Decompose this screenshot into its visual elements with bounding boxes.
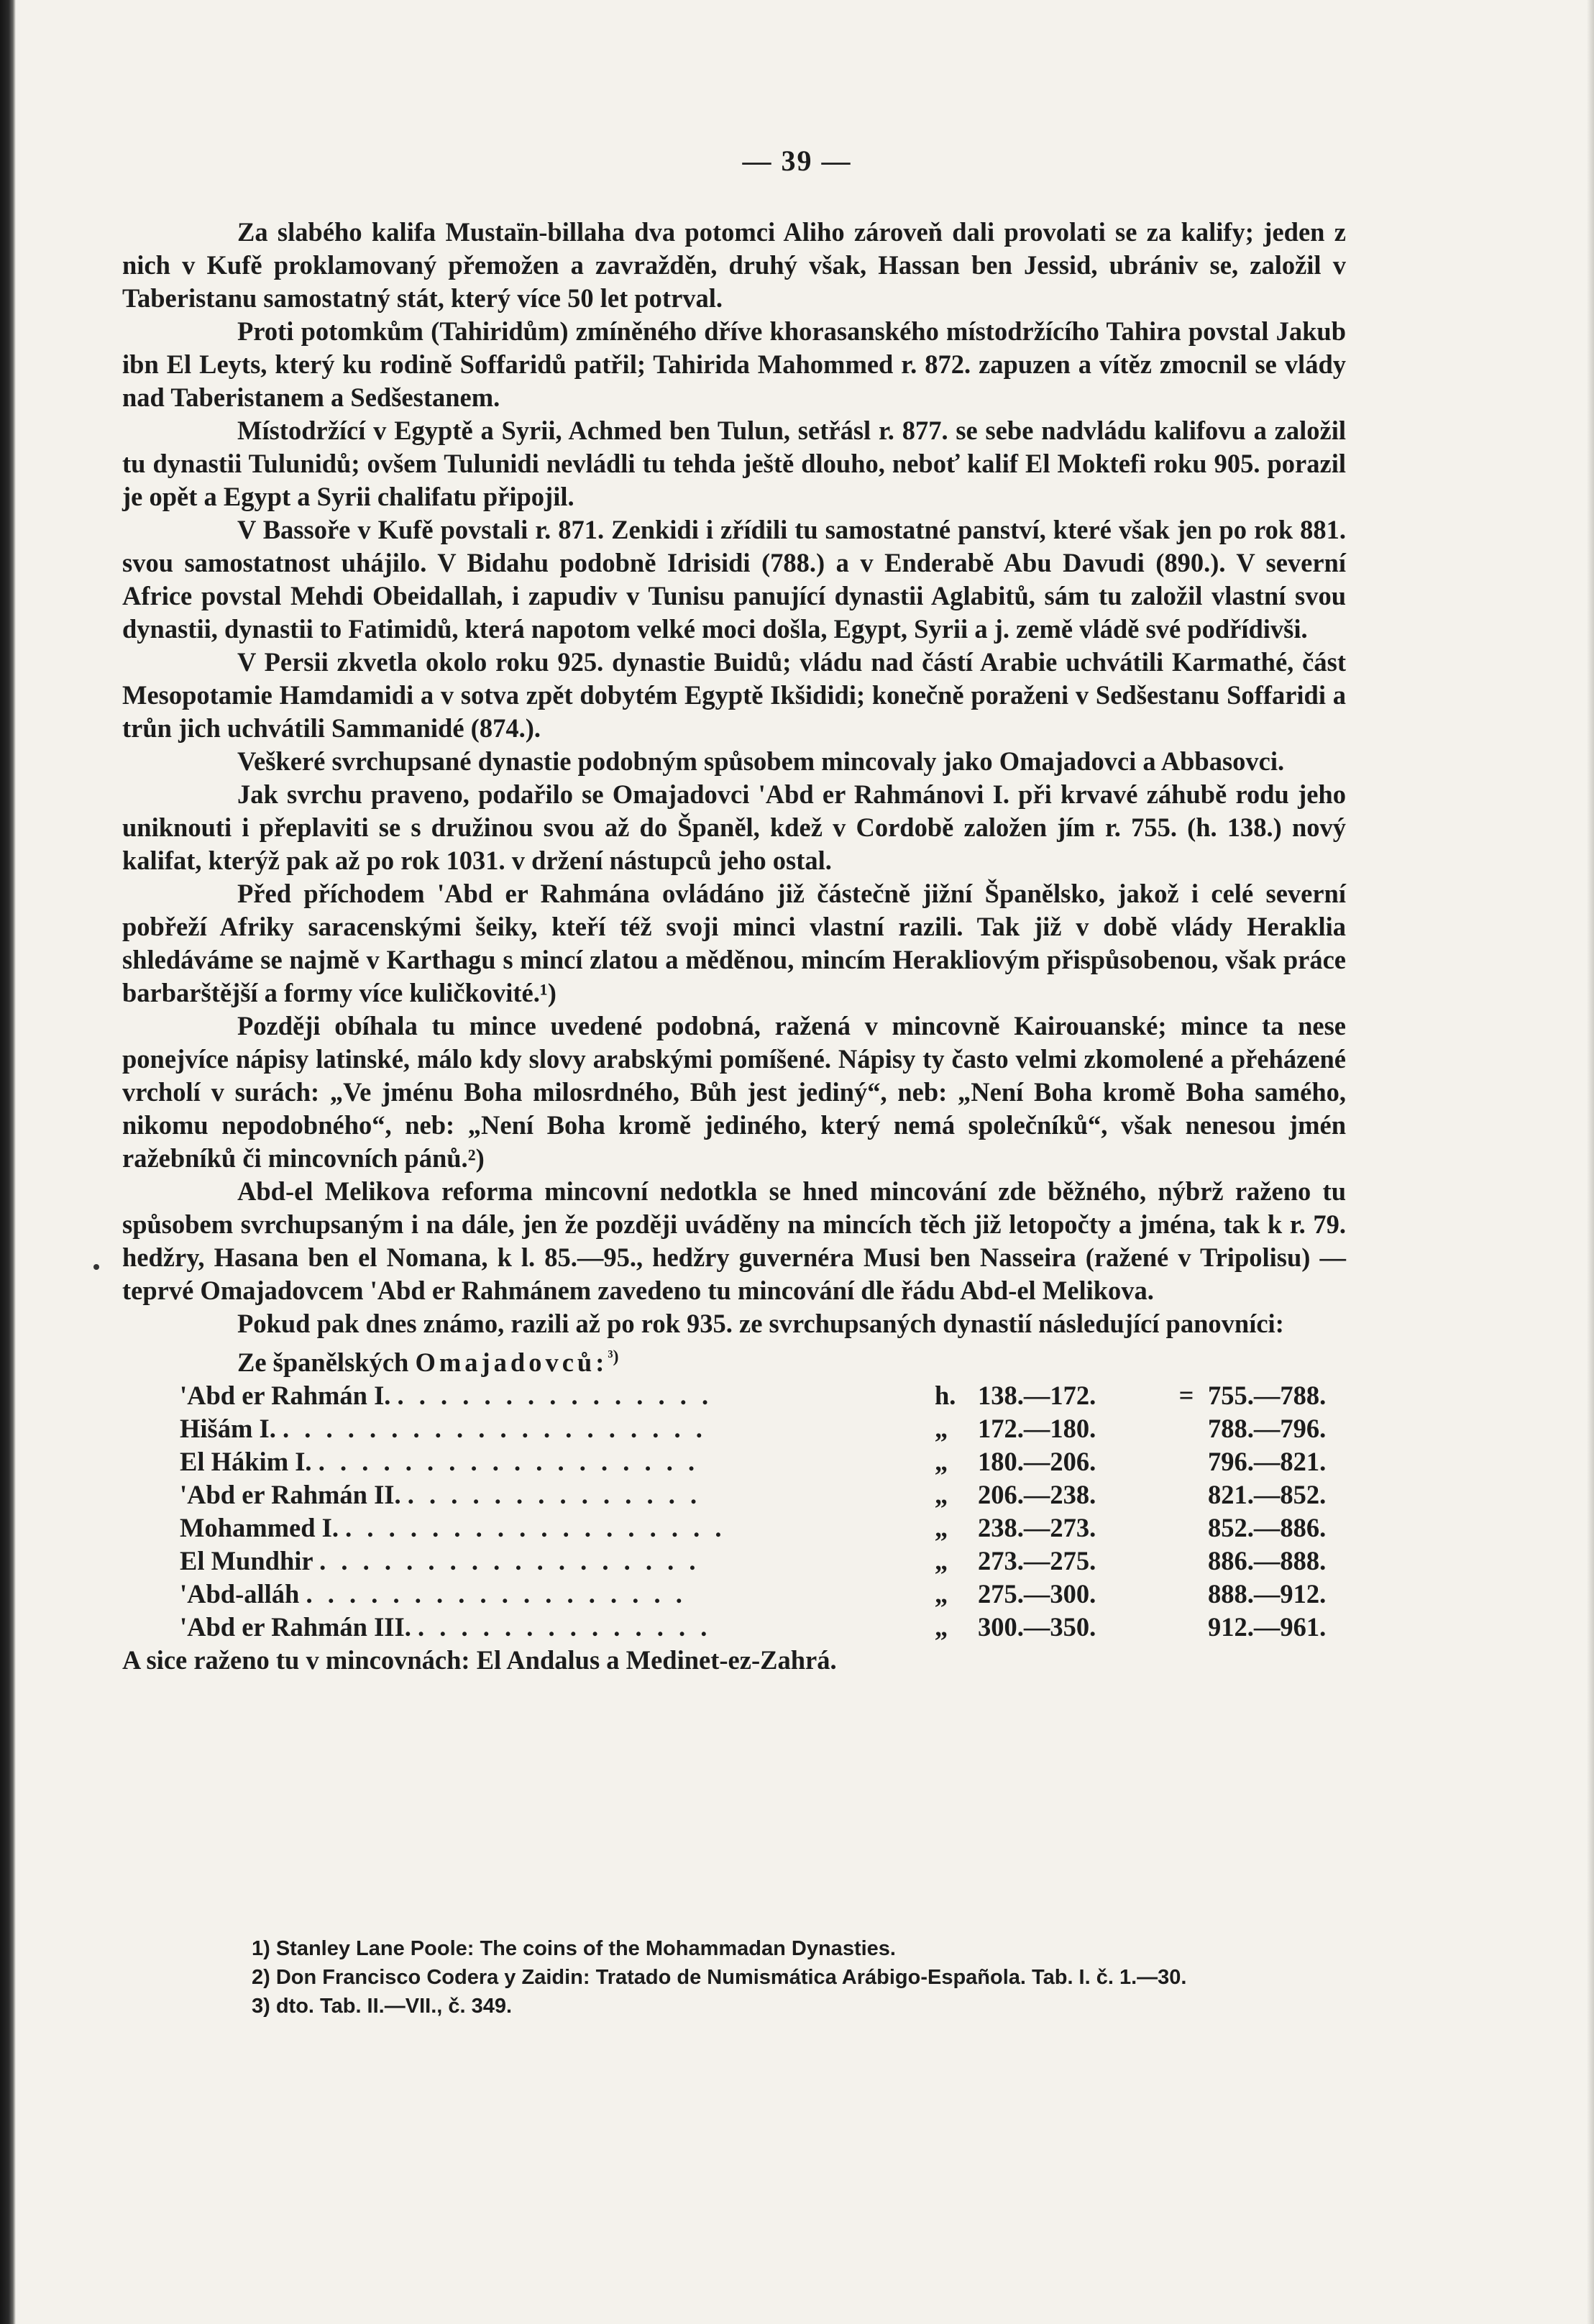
ruler-era-mark: „ <box>935 1579 948 1609</box>
paragraph-panovnici-intro: Pokud pak dnes známo, razili až po rok 935. ze svrchupsaných dynastií následující panovníci: <box>237 1309 1284 1338</box>
paragraph-tahiridi: Proti potomkům (Tahiridům) zmíněného dříve khorasanského místodržícího Tahira povstal Jakub ibn El Leyts, který ku rodině Soffaridů patřil; Tahirida Mahommed r. 872. zapuzen a vítěz zmocnil se vlády nad Taberistanem a Sedšestanem. <box>122 316 1346 412</box>
scan-right-edge <box>1587 0 1594 2324</box>
ruler-ad-years: 886.—888. <box>1208 1546 1327 1576</box>
ruler-era-mark: „ <box>935 1447 948 1477</box>
paragraph-buidi: V Persii zkvetla okolo roku 925. dynastie Buidů; vládu nad částí Arabie uchvátili Karmathé, část Mesopotamie Hamdamidi a v sotva zpět dobytém Egyptě Ikšididi; konečně poraženi v Sedšestanu Soffaridi a trůn jich uchvátili Sammanidé (874.). <box>122 647 1346 743</box>
ruler-hijri-years: 238.—273. <box>978 1513 1096 1543</box>
ruler-leader-dots: . . . . . . . . . . . . . . . <box>397 1381 713 1411</box>
ruler-equals <box>1165 1611 1208 1644</box>
heading-footnote-ref: ³) <box>608 1348 619 1366</box>
ruler-leader-dots: . . . . . . . . . . . . . . . . . . . . <box>282 1414 707 1444</box>
ruler-row <box>180 1478 1395 1511</box>
ruler-hijri-years: 172.—180. <box>978 1414 1096 1444</box>
heading-dynasty: Omajadovců: <box>415 1348 608 1378</box>
ruler-equals <box>1165 1445 1208 1478</box>
paragraph-zenkidi: V Bassoře v Kufě povstali r. 871. Zenkidi i zřídili tu samostatné panství, které však jen po rok 881. svou samostatnost uhájilo. V Bidahu podobně Idrisidi (788.) a v Enderabě Abu Davudi (890.). V severní Africe povstal Mehdi Obeidallah, i zapudiv v Tunisu panující dynastii Aglabitů, sám tu založil vlastní svou dynastii, dynastii to Fatimidů, která napotom velké moci došla, Egypt, Syrii a j. země vládě své podřídivši. <box>122 515 1346 644</box>
ruler-era-mark: „ <box>935 1513 948 1543</box>
footnote-1: 1) Stanley Lane Poole: The coins of the Mohammadan Dynasties. <box>252 1937 896 1960</box>
heading-prefix: Ze španělských <box>237 1348 409 1378</box>
ruler-hijri-years: 300.—350. <box>978 1612 1096 1642</box>
ruler-ad-years: 796.—821. <box>1208 1447 1327 1477</box>
ruler-name: Mohammed I. <box>180 1513 339 1543</box>
ruler-ad-years: 788.—796. <box>1208 1414 1327 1444</box>
closing-sentence: A sice raženo tu v mincovnách: El Andalus a Medinet-ez-Zahrá. <box>122 1645 837 1675</box>
ruler-era-mark: „ <box>935 1612 948 1642</box>
ruler-era-mark: „ <box>935 1414 948 1444</box>
page-number: — 39 — <box>742 145 852 177</box>
ruler-ad-years: 852.—886. <box>1208 1513 1327 1543</box>
ruler-row <box>180 1379 1395 1412</box>
ruler-leader-dots: . . . . . . . . . . . . . . <box>407 1480 702 1510</box>
scan-left-edge <box>0 0 16 2324</box>
ruler-ad-years: 888.—912. <box>1208 1579 1327 1609</box>
ruler-name-cell <box>180 1611 935 1644</box>
ruler-ad-years: 755.—788. <box>1208 1381 1327 1411</box>
paragraph-abd-er-rahman: Jak svrchu praveno, podařilo se Omajadovci 'Abd er Rahmánovi I. při krvavé záhubě rodu jeho uniknouti i přeplaviti se s družinou svou až do Španěl, kdež v Cordobě založen jím r. 755. (h. 138.) nový kalifat, kterýž pak až po rok 1031. v držení nástupců jeho ostal. <box>122 779 1346 875</box>
ruler-equals <box>1165 1478 1208 1511</box>
ruler-table <box>180 1379 1395 1644</box>
ruler-list-heading <box>122 1340 1346 1379</box>
ruler-row <box>180 1545 1395 1578</box>
ruler-hijri-years: 206.—238. <box>978 1480 1096 1510</box>
ruler-hijri-years: 273.—275. <box>978 1546 1096 1576</box>
ruler-row <box>180 1578 1395 1611</box>
paragraph-reforma: Abd-el Melikova reforma mincovní nedotkla se hned mincování zde běžného, nýbrž raženo tu spůsobem svrchupsaným i na dále, jen že později uváděny na mincích těch již letopočty a jména, tak k r. 79. hedžry, Hasana ben el Nomana, k l. 85.—95., hedžry guvernéra Musi ben Nasseira (ražené v Tripolisu) — teprvé Omajadovcem 'Abd er Rahmánem zavedeno tu mincování dle řádu Abd-el Melikova. <box>122 1176 1346 1305</box>
footnote-3: 3) dto. Tab. II.—VII., č. 349. <box>252 1995 513 2018</box>
ruler-name: 'Abd er Rahmán III. <box>180 1612 411 1642</box>
margin-dot <box>93 1264 99 1270</box>
ruler-equals <box>1165 1545 1208 1578</box>
ruler-hijri-years: 275.—300. <box>978 1579 1096 1609</box>
ruler-equals <box>1165 1511 1208 1545</box>
ruler-leader-dots: . . . . . . . . . . . . . . . . . . <box>318 1447 700 1477</box>
ruler-leader-dots: . . . . . . . . . . . . . . . . . . <box>345 1513 726 1543</box>
ruler-name: 'Abd er Rahmán II. <box>180 1480 401 1510</box>
ruler-name-cell <box>180 1445 935 1478</box>
ruler-name-cell <box>180 1412 935 1445</box>
ruler-name-cell <box>180 1511 935 1545</box>
ruler-era-mark: „ <box>935 1480 948 1510</box>
ruler-era-mark: „ <box>935 1546 948 1576</box>
ruler-row <box>180 1412 1395 1445</box>
footnote-2: 2) Don Francisco Codera y Zaidin: Tratado de Numismática Arábigo-Española. Tab. I. č. 1.—30. <box>252 1966 1187 1989</box>
paragraph-tulunidi: Místodržící v Egyptě a Syrii, Achmed ben Tulun, setřásl r. 877. se sebe nadvládu kalifovu a založil tu dynastii Tulunidů; ovšem Tulunidi nevládli tu tehda ještě dlouho, neboť kalif El Moktefi roku 905. porazil je opět a Egypt a Syrii chalifatu připojil. <box>122 416 1346 511</box>
footnotes <box>122 1934 1346 2021</box>
ruler-era-mark: h. <box>935 1381 956 1411</box>
ruler-leader-dots: . . . . . . . . . . . . . . . . . . <box>319 1546 700 1576</box>
ruler-name: 'Abd-alláh <box>180 1579 300 1609</box>
ruler-equals <box>1165 1578 1208 1611</box>
ruler-leader-dots: . . . . . . . . . . . . . . . . . . <box>306 1579 687 1609</box>
body-text <box>122 216 1346 1677</box>
ruler-row <box>180 1511 1395 1545</box>
ruler-row <box>180 1611 1395 1644</box>
paragraph-mustain: Za slabého kalifa Mustaïn-billaha dva potomci Aliho zároveň dali provolati se za kalify; jeden z nich v Kufě proklamovaný přemožen a zavražděn, druhý však, Hassan ben Jessid, ubrániv se, založil v Taberistanu samostatný stát, který více 50 let potrval. <box>122 217 1346 313</box>
ruler-name-cell <box>180 1478 935 1511</box>
ruler-name-cell <box>180 1379 935 1412</box>
paragraph-dynastie-mincovaly: Veškeré svrchupsané dynastie podobným spůsobem mincovaly jako Omajadovci a Abbasovci. <box>237 746 1285 776</box>
ruler-row <box>180 1445 1395 1478</box>
paragraph-kairouan: Později obíhala tu mince uvedené podobná, ražená v mincovně Kairouanské; mince ta nese ponejvíce nápisy latinské, málo kdy slovy arabskými pomíšené. Nápisy ty často velmi zkomolené a přeházené vrcholí v surách: „Ve jménu Boha milosrdného, Bůh jest jediný“, neb: „Není Boha kromě Boha samého, nikomu nepodobného“, neb: „Není Boha kromě jediného, který nemá společníků“, však nenesou jmén ražebníků či mincovních pánů.²) <box>122 1011 1346 1173</box>
ruler-name-cell <box>180 1578 935 1611</box>
ruler-name: El Hákim I. <box>180 1447 312 1477</box>
ruler-name: Hišám I. <box>180 1414 276 1444</box>
ruler-leader-dots: . . . . . . . . . . . . . . <box>417 1612 712 1642</box>
ruler-name: 'Abd er Rahmán I. <box>180 1381 391 1411</box>
ruler-name: El Mundhir <box>180 1546 313 1576</box>
ruler-ad-years: 821.—852. <box>1208 1480 1327 1510</box>
ruler-hijri-years: 180.—206. <box>978 1447 1096 1477</box>
ruler-equals <box>1165 1412 1208 1445</box>
ruler-equals: = <box>1178 1381 1194 1411</box>
ruler-ad-years: 912.—961. <box>1208 1612 1327 1642</box>
ruler-name-cell <box>180 1545 935 1578</box>
ruler-hijri-years: 138.—172. <box>978 1381 1096 1411</box>
paragraph-heraklius: Před příchodem 'Abd er Rahmána ovládáno již částečně jižní Španělsko, jakož i celé severní pobřeží Afriky saracenskými šeiky, kteří též svoji minci vlastní razili. Tak již v době vlády Heraklia shledáváme se najmě v Karthagu s mincí zlatou a měděnou, mincím Herakliovým přispůsobenou, však práce barbarštější a formy více kuličkovité.¹) <box>122 879 1346 1007</box>
